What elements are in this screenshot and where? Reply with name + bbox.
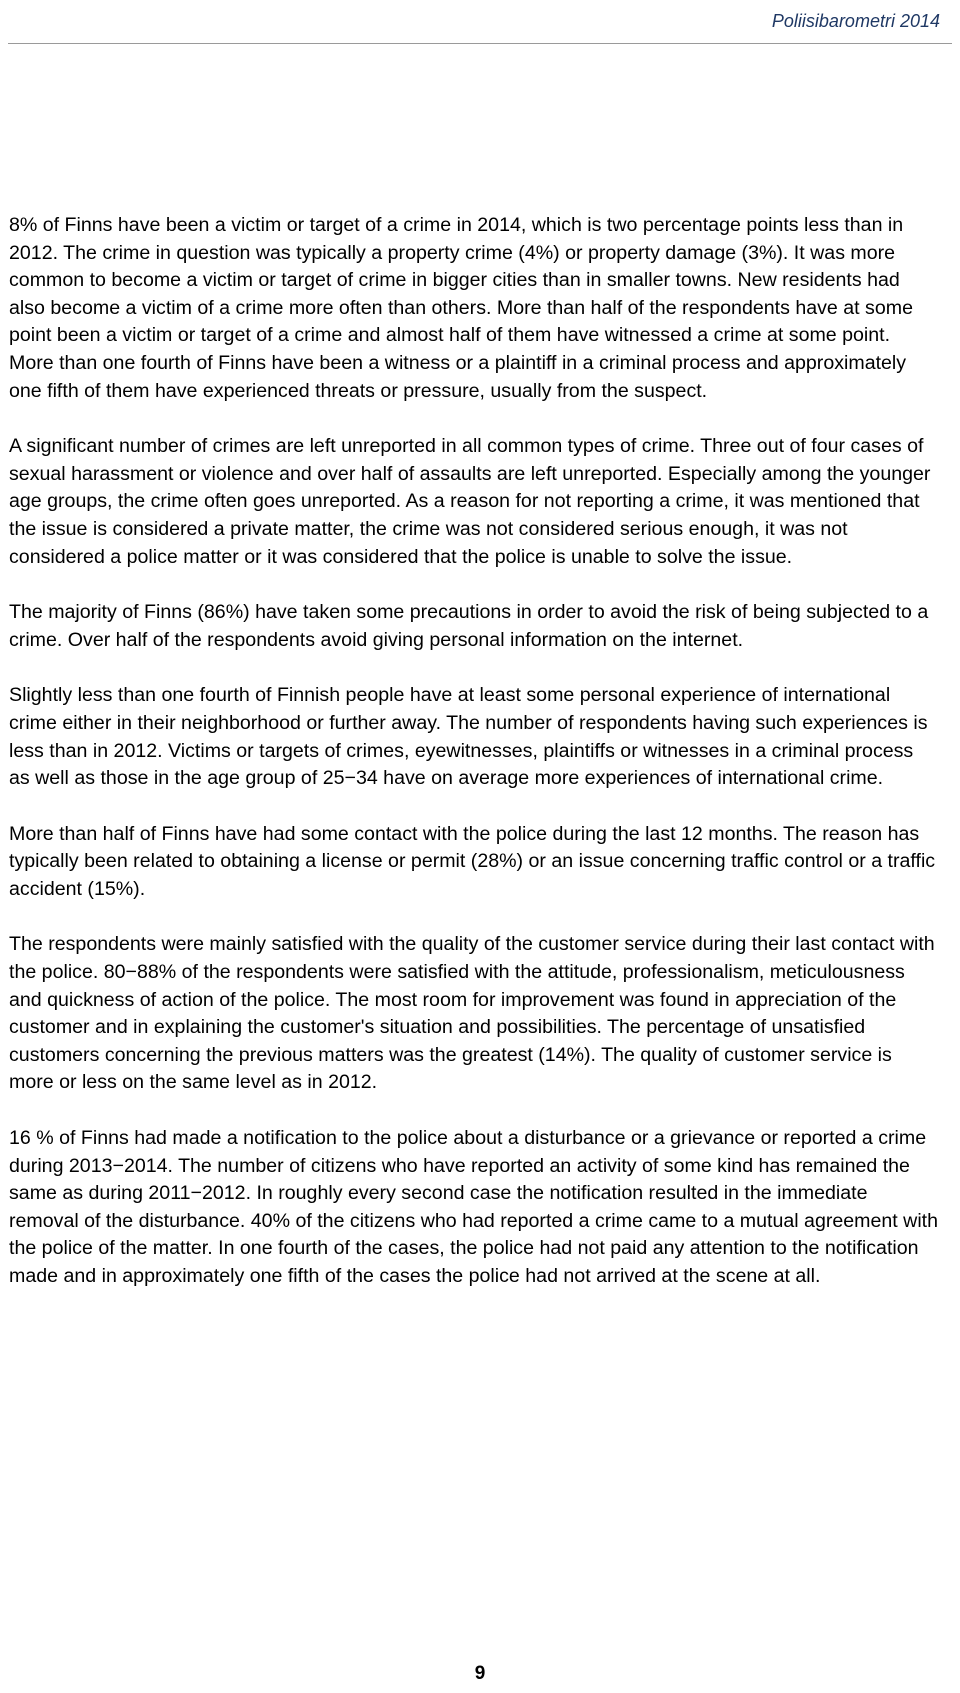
paragraph-crime-victims: 8% of Finns have been a victim or target of a crime in 2014, which is two percentage points less than in 2012. The crime in question was typically a property crime (4%) or property damage (3%). It was more common to become a victim or target of crime in bigger cities than in smaller towns. New residents had also become a victim of a crime more often than others. More than half of the respondents have at some point been a victim or target of a crime and almost half of them have witnessed a crime at some point. More than one fourth of Finns have been a witness or a plaintiff in a criminal process and approximately one fifth of them have experienced threats or pressure, usually from the suspect. — [9, 214, 913, 402]
page-number: 9 — [474, 1663, 486, 1684]
paragraph-notifications: 16 % of Finns had made a notification to the police about a disturbance or a grievance or reported a crime during 2013−2014. The number of citizens who have reported an activity of some kind has remained the same as during 2011−2012. In roughly every second case the notification resulted in the immediate removal of the disturbance. 40% of the citizens who had reported a crime came to a mutual agreement with the police of the matter. In one fourth of the cases, the police had not paid any attention to the notification made and in approximately one fifth of the cases the police had not arrived at the scene at all. — [9, 1127, 939, 1287]
paragraph-customer-service: The respondents were mainly satisfied with the quality of the customer service during their last contact with the police. 80−88% of the respondents were satisfied with the attitude, professionalism, meticulousness and quickness of action of the police. The most room for improvement was found in appreciation of the customer and in explaining the customer's situation and possibilities. The percentage of unsatisfied customers concerning the previous matters was the greatest (14%). The quality of customer service is more or less on the same level as in 2012. — [9, 933, 935, 1094]
page-header — [0, 0, 960, 44]
document-title: Poliisibarometri 2014 — [771, 11, 940, 31]
paragraph-international-crime: Slightly less than one fourth of Finnish people have at least some personal experience of international crime either in their neighborhood or further away. The number of respondents having such experiences is less than in 2012. Victims or targets of crimes, eyewitnesses, plaintiffs or witnesses in a criminal process as well as those in the age group of 25−34 have on average more experiences of international crime. — [9, 684, 928, 790]
body-text — [9, 212, 939, 1319]
header-divider — [8, 43, 952, 44]
paragraph-precautions: The majority of Finns (86%) have taken some precautions in order to avoid the risk of being subjected to a crime. Over half of the respondents avoid giving personal information on the internet. — [9, 601, 929, 651]
paragraph-unreported-crimes: A significant number of crimes are left unreported in all common types of crime. Three out of four cases of sexual harassment or violence and over half of assaults are left unreported. Especially among the younger age groups, the crime often goes unreported. As a reason for not reporting a crime, it was mentioned that the issue is considered a private matter, the crime was not considered serious enough, it was not considered a police matter or it was considered that the police is unable to solve the issue. — [9, 435, 931, 568]
paragraph-police-contact: More than half of Finns have had some contact with the police during the last 12 months. The reason has typically been related to obtaining a license or permit (28%) or an issue concerning traffic control or a traffic accident (15%). — [9, 822, 936, 900]
